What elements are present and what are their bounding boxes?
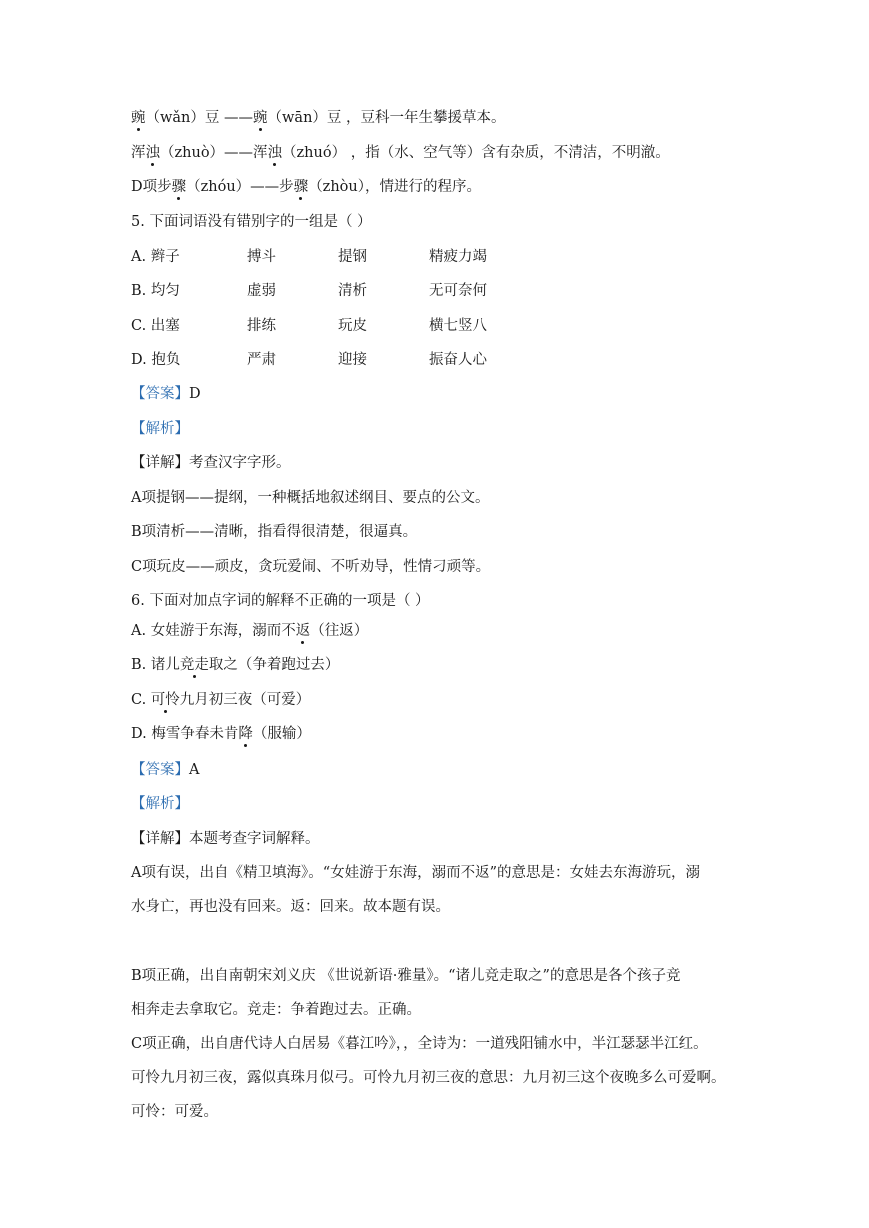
q5-detail-c: C项玩皮——顽皮，贪玩爱闹、不听劝导，性情刁顽等。 (131, 559, 491, 575)
text: （zhóu）——步 (186, 179, 294, 195)
text: （zhuò）——浑 (160, 145, 268, 161)
option-word: D. 抱负 (131, 352, 181, 368)
option-word: 振奋人心 (429, 352, 487, 368)
q6-option-b (131, 655, 339, 675)
option-word: 严肃 (247, 352, 276, 368)
q6-para-b-line: 相奔走去拿取它。竞走：争着跑过去。正确。 (131, 1002, 421, 1018)
analysis-tag: 【解析】 (131, 796, 189, 812)
text: （服输） (252, 726, 311, 742)
q5-detail-b: B项清析——清晰，指看得很清楚，很逼真。 (131, 524, 418, 540)
q5-detail (131, 453, 291, 473)
dotted-char: 骤 (171, 179, 187, 195)
q6-para-a-line: 水身亡，再也没有回来。返：回来。故本题有误。 (131, 899, 450, 915)
option-word: A. 辫子 (131, 249, 180, 265)
detail-intro: 本题考查字词解释。 (189, 831, 320, 847)
q5-analysis (131, 419, 189, 439)
text: D项步 (131, 179, 172, 195)
option-word: 无可奈何 (429, 283, 487, 299)
text: 九月初三夜（可爱） (179, 692, 311, 708)
answer-value: A (189, 762, 200, 778)
answer-value: D (189, 386, 201, 402)
option-word: 精疲力竭 (429, 249, 487, 265)
q5-stem: 5. 下面词语没有错别字的一组是（ ） (131, 214, 372, 230)
text: B. 诸儿 (131, 657, 180, 673)
text: A. 女娃游于东海，溺而不 (131, 623, 296, 639)
dotted-char: 返 (295, 623, 311, 639)
analysis-tag: 【解析】 (131, 421, 189, 437)
dotted-char: 可怜 (150, 692, 180, 708)
dotted-char: 竞走 (179, 657, 209, 673)
option-word: C. 出塞 (131, 318, 180, 334)
text: （zhuó） ，指（水、空气等）含有杂质，不清洁，不明澈。 (282, 145, 670, 161)
q6-stem: 6. 下面对加点字词的解释不正确的一项是（ ） (131, 593, 430, 609)
q6-detail (131, 829, 320, 849)
q6-analysis (131, 794, 189, 814)
dotted-char: 豌 (131, 110, 146, 126)
option-word: 清析 (338, 283, 367, 299)
text: （wān）豆 ，豆科一年生攀援草本。 (267, 110, 506, 126)
q6-para-b-line: B项正确，出自南朝宋刘义庆 《世说新语·雅量》。“诸儿竞走取之”的意思是各个孩子竞 (131, 968, 681, 984)
dotted-char: 浊 (145, 145, 160, 161)
option-word: 玩皮 (338, 318, 367, 334)
intro-line-3 (131, 177, 481, 197)
text: C. (131, 692, 151, 708)
q6-option-a (131, 621, 368, 641)
text: （往返） (310, 623, 369, 639)
detail-tag: 【详解】 (131, 455, 189, 471)
text: （zhòu），情进行的程序。 (308, 179, 481, 195)
q6-answer (131, 760, 199, 780)
option-word: 虚弱 (247, 283, 276, 299)
option-word: 排练 (247, 318, 276, 334)
text: 取之（争着跑过去） (208, 657, 340, 673)
intro-line-1 (131, 108, 506, 128)
q5-detail-a: A项提钢——提纲，一种概括地叙述纲目、要点的公文。 (131, 490, 490, 506)
detail-intro: 考查汉字字形。 (189, 455, 291, 471)
option-word: 提钢 (338, 249, 367, 265)
option-word: 搏斗 (247, 249, 276, 265)
text: D. 梅雪争春未肯 (131, 726, 239, 742)
option-word: B. 均匀 (131, 283, 180, 299)
q6-para-c-line: 可怜九月初三夜，露似真珠月似弓。可怜九月初三夜的意思：九月初三这个夜晚多么可爱啊。 (131, 1070, 726, 1086)
q5-answer (131, 384, 201, 404)
q6-option-d (131, 724, 311, 744)
detail-tag: 【详解】 (131, 831, 189, 847)
text: 浑 (131, 145, 146, 161)
intro-line-2 (131, 143, 670, 163)
option-word: 横七竖八 (429, 318, 487, 334)
text: （wǎn）豆 —— (145, 110, 254, 126)
answer-tag: 【答案】 (131, 762, 189, 778)
dotted-char: 浊 (267, 145, 283, 161)
q6-para-c-line: C项正确，出自唐代诗人白居易《暮江吟》，，全诗为：一道残阳铺水中，半江瑟瑟半江红。 (131, 1036, 708, 1052)
dotted-char: 骤 (293, 179, 309, 195)
option-word: 迎接 (338, 352, 367, 368)
answer-tag: 【答案】 (131, 386, 189, 402)
dotted-char: 降 (238, 726, 253, 742)
q6-option-c (131, 690, 310, 710)
dotted-char: 豌 (253, 110, 268, 126)
q6-para-c-line: 可怜：可爱。 (131, 1104, 218, 1120)
q6-para-a-line: A项有误，出自《精卫填海》。“女娃游于东海，溺而不返”的意思是：女娃去东海游玩，溺 (131, 865, 701, 881)
